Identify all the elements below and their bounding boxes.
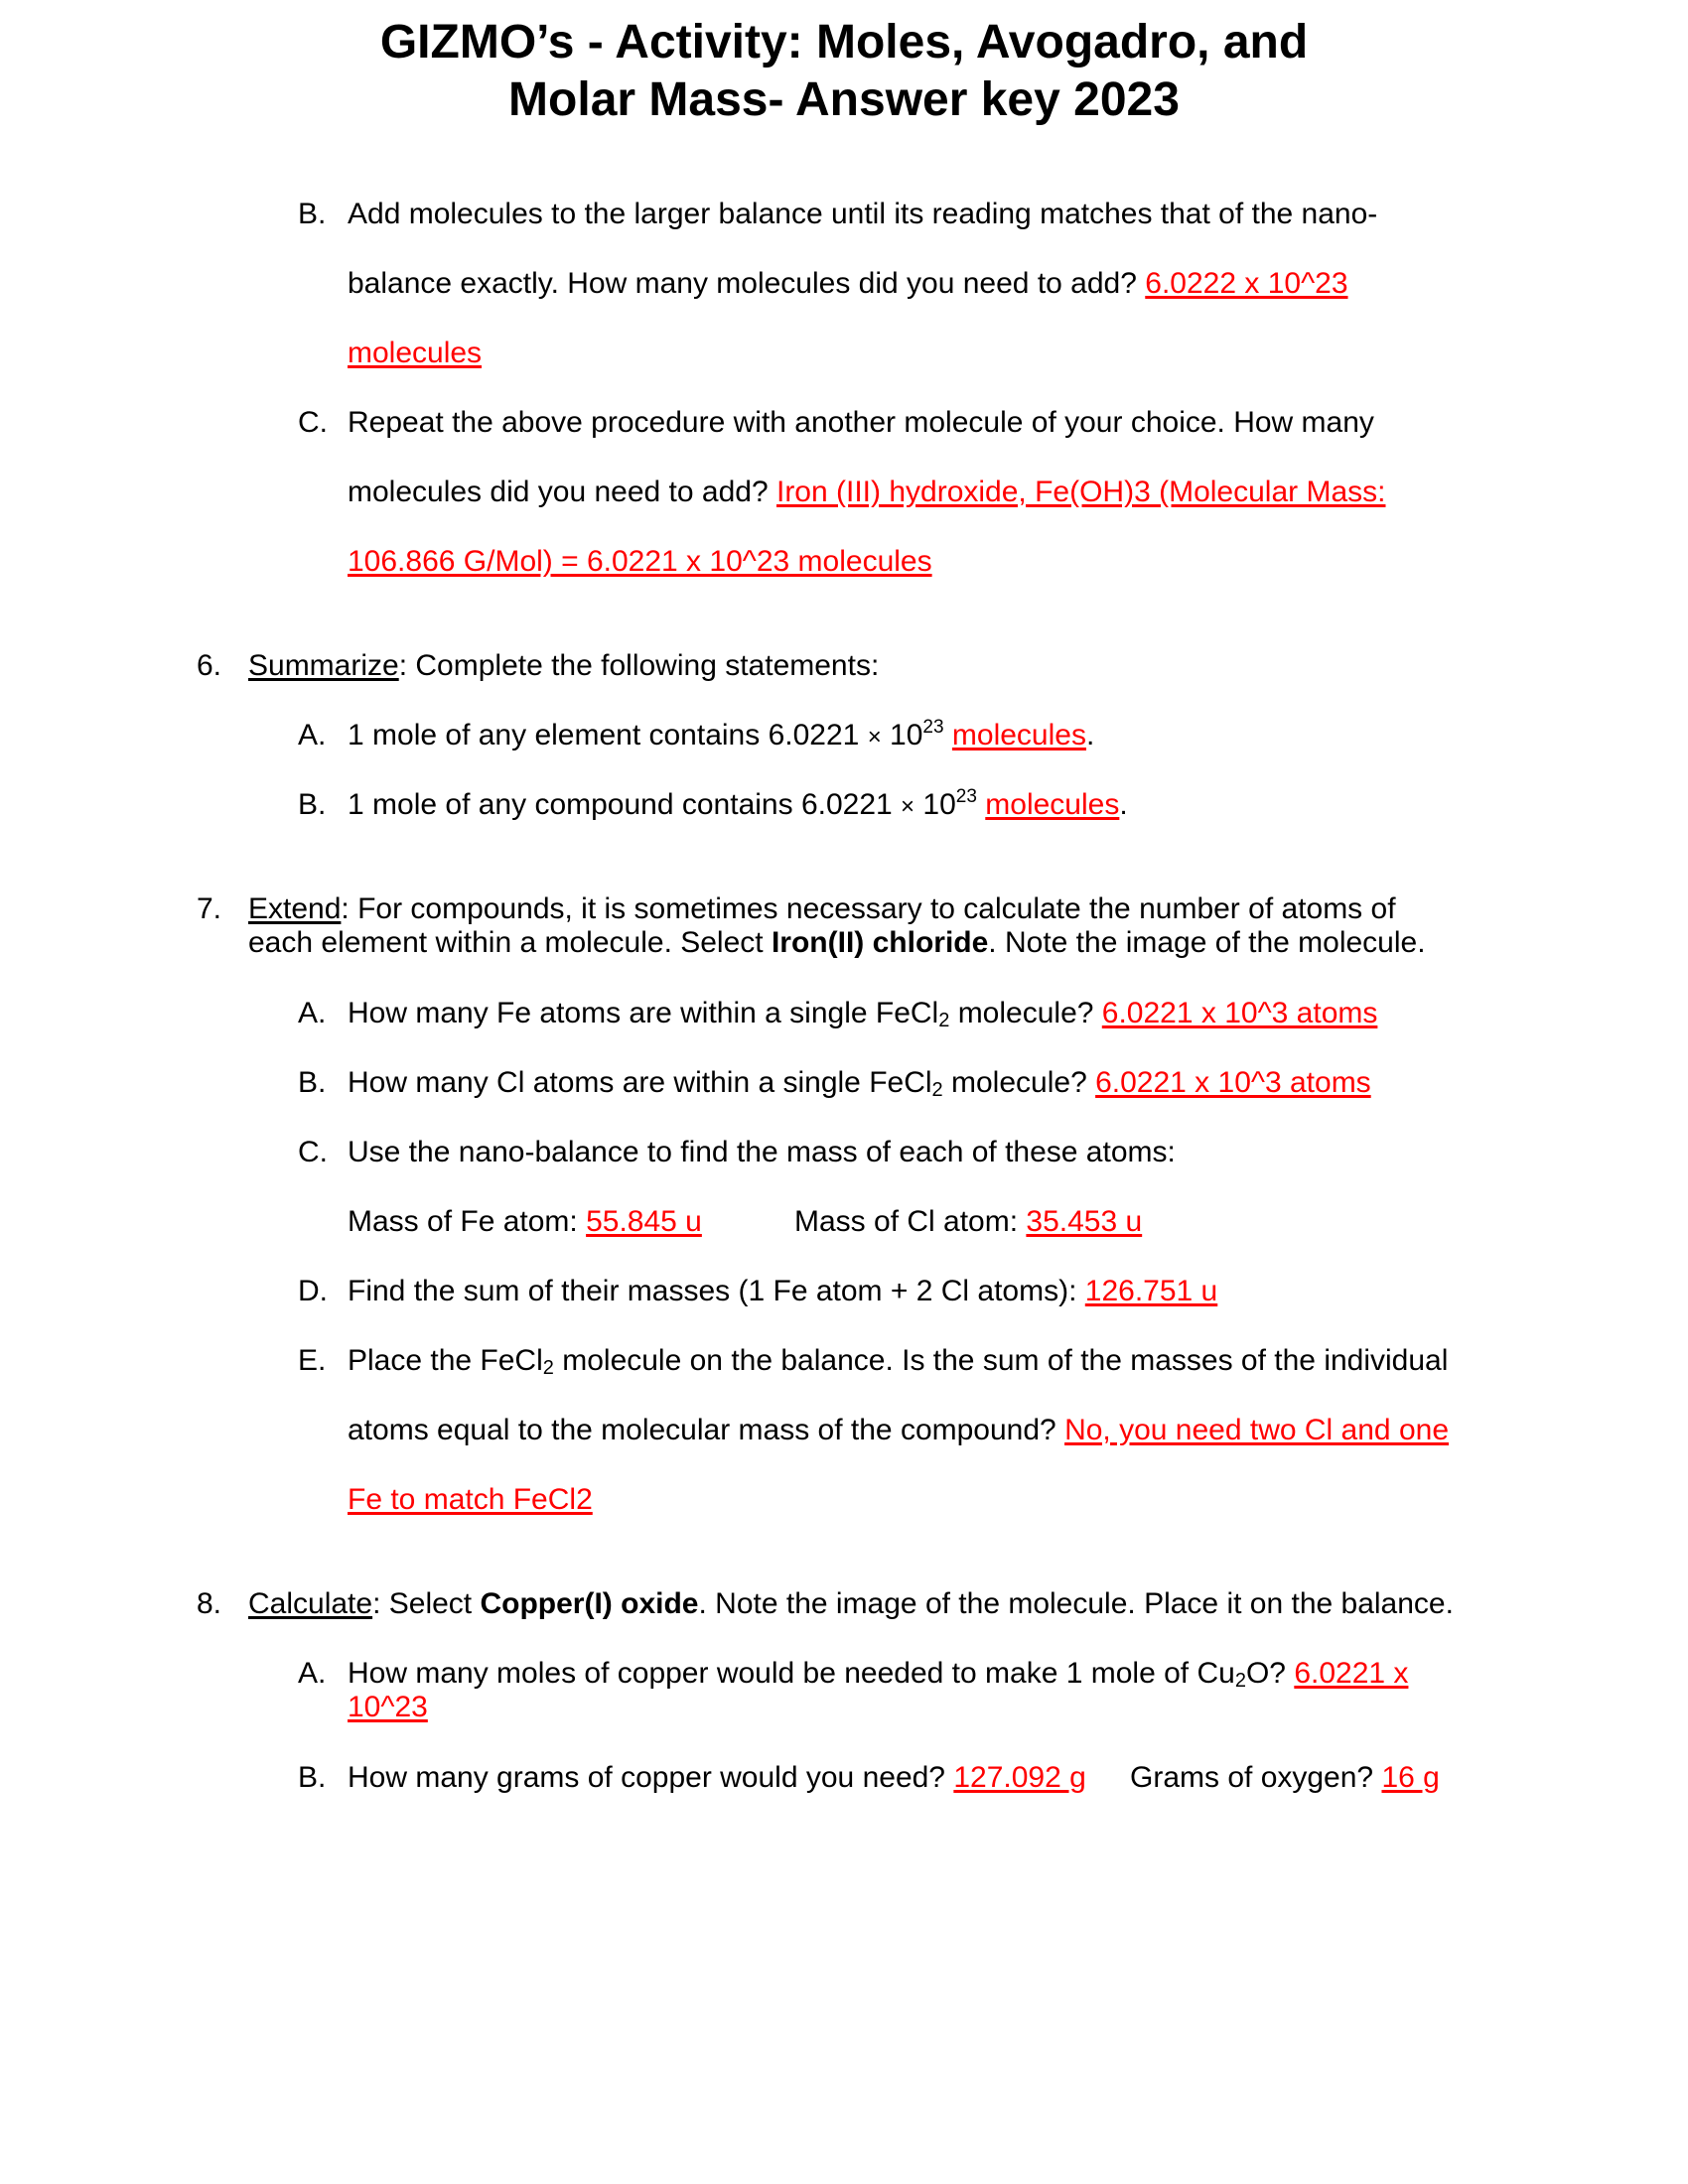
q7e-text-1: Place the FeCl — [348, 1344, 543, 1377]
q7c-fe-answer: 55.845 u — [586, 1205, 702, 1238]
q5c-label: C. — [298, 406, 328, 439]
q7c-cl-answer: 35.453 u — [1026, 1205, 1143, 1238]
q5b-answer: 6.0222 x 10^23 — [1145, 267, 1348, 300]
q6-heading: Summarize — [248, 649, 399, 682]
q6a-label: A. — [298, 719, 327, 751]
q7b-label: B. — [298, 1066, 327, 1099]
q8b-answer-copper: 127.092 g — [953, 1761, 1086, 1794]
q8-line — [248, 1586, 1454, 1622]
q7e-label: E. — [298, 1344, 327, 1377]
title-line-1: GIZMO’s - Activity: Moles, Avogadro, and — [379, 16, 1309, 68]
q7a-answer: 6.0221 x 10^3 atoms — [1101, 997, 1378, 1029]
q7c-label: C. — [298, 1136, 328, 1168]
q7-line-2 — [248, 925, 1426, 961]
q5c-answer: Iron (III) hydroxide, Fe(OH)3 (Molecular Mass: — [775, 476, 1386, 508]
q7a-subscript: 2 — [938, 1010, 950, 1031]
q5b-line-3 — [348, 336, 482, 371]
q7b-line — [348, 1065, 1371, 1101]
q8b-oxygen — [1130, 1760, 1440, 1796]
q7-text-1: : For compounds, it is sometimes necessary to calculate the number of atoms of — [341, 892, 1396, 925]
q8b-label: B. — [298, 1761, 327, 1794]
q7e-line-3 — [348, 1482, 593, 1518]
q7e-subscript: 2 — [542, 1357, 554, 1379]
q6a-times-symbol: × — [867, 724, 882, 751]
q6a-line — [348, 718, 1094, 755]
q7b-answer: 6.0221 x 10^3 atoms — [1095, 1066, 1371, 1099]
q5c-line-1: Repeat the above procedure with another molecule of your choice. How many — [348, 406, 1374, 439]
q7d-text: Find the sum of their masses (1 Fe atom + 2 Cl atoms): — [348, 1275, 1077, 1307]
q7b-text: How many Cl atoms are within a single FeCl — [348, 1066, 932, 1099]
q8a-text: How many moles of copper would be needed to make 1 mole of Cu — [348, 1657, 1235, 1690]
q7d-answer: 126.751 u — [1084, 1275, 1218, 1307]
q6b-exponent: 23 — [955, 786, 977, 807]
q8-selected-compound: Copper(I) oxide — [480, 1587, 699, 1620]
q8a-subscript: 2 — [1234, 1670, 1246, 1692]
q6a-base: 10 — [890, 719, 923, 751]
q5c-answer-continued: 106.866 G/Mol) = 6.0221 x 10^23 molecules — [348, 545, 932, 578]
q8b-answer-oxygen: 16 g — [1381, 1761, 1440, 1794]
q8a-label: A. — [298, 1657, 327, 1690]
q6b-label: B. — [298, 788, 327, 821]
q6a-exponent: 23 — [922, 717, 944, 738]
document-title — [0, 14, 1688, 129]
q7d-line — [348, 1274, 1217, 1309]
q5b-question-text: balance exactly. How many molecules did you need to add? — [348, 267, 1137, 300]
title-line-2: Molar Mass- Answer key 2023 — [508, 73, 1180, 126]
q7e-line-1 — [348, 1343, 1448, 1379]
q6a-text: 1 mole of any element contains 6.0221 — [348, 719, 860, 751]
q8b-text-oxygen: Grams of oxygen? — [1130, 1761, 1374, 1794]
q7-text-2: each element within a molecule. Select — [248, 926, 772, 959]
q6b-text: 1 mole of any compound contains 6.0221 — [348, 788, 893, 821]
q6b-base: 10 — [922, 788, 956, 821]
q6b-answer: molecules — [985, 788, 1120, 821]
q7b-text-end: molecule? — [942, 1066, 1087, 1099]
q7e-answer-continued: Fe to match FeCl2 — [348, 1483, 593, 1516]
q8a-line-2 — [348, 1690, 428, 1725]
q6b-period: . — [1119, 788, 1128, 821]
q6a-answer: molecules — [951, 719, 1086, 751]
q6a-period: . — [1085, 719, 1095, 751]
q7c-fe-mass — [348, 1204, 702, 1240]
q7-number: 7. — [197, 892, 222, 925]
q8b-text: How many grams of copper would you need? — [348, 1761, 945, 1794]
q7c-text: Use the nano-balance to find the mass of each of these atoms: — [348, 1136, 1176, 1168]
q7e-text-2: molecule on the balance. Is the sum of the masses of the individual — [553, 1344, 1449, 1377]
q7c-fe-label: Mass of Fe atom: — [348, 1205, 578, 1238]
q5c-question-text: molecules did you need to add? — [348, 476, 769, 508]
q8-text-1: : Select — [372, 1587, 481, 1620]
q8a-answer-continued: 10^23 — [348, 1691, 428, 1723]
q6b-line — [348, 787, 1128, 825]
q7b-subscript: 2 — [931, 1079, 943, 1101]
q8a-text-end: O? — [1245, 1657, 1286, 1690]
q7a-text-end: molecule? — [949, 997, 1094, 1029]
q8-text-2: . Note the image of the molecule. Place it on the balance. — [698, 1587, 1454, 1620]
q7e-question-text: atoms equal to the molecular mass of the compound? — [348, 1414, 1056, 1446]
q8-number: 8. — [197, 1587, 222, 1620]
q5b-line-1: Add molecules to the larger balance until its reading matches that of the nano- — [348, 198, 1378, 230]
q7d-label: D. — [298, 1275, 328, 1307]
q5b-answer-continued: molecules — [348, 337, 483, 369]
q7e-line-2 — [348, 1413, 1449, 1448]
q7-line-1 — [248, 891, 1396, 927]
q6-text: : Complete the following statements: — [398, 649, 880, 682]
q7-heading: Extend — [248, 892, 342, 925]
q5b-label: B. — [298, 198, 327, 230]
q5c-line-2 — [348, 475, 1385, 510]
q7a-text: How many Fe atoms are within a single FeCl — [348, 997, 939, 1029]
q7a-label: A. — [298, 997, 327, 1029]
q8b-line — [348, 1760, 1086, 1796]
q8a-answer: 6.0221 x — [1294, 1657, 1409, 1690]
q6-heading-line — [248, 648, 879, 684]
q5b-line-2 — [348, 266, 1348, 302]
q7c-cl-label: Mass of Cl atom: — [794, 1205, 1019, 1238]
q8-heading: Calculate — [248, 1587, 373, 1620]
q6b-times-symbol: × — [901, 793, 915, 820]
q7e-answer: No, you need two Cl and one — [1064, 1414, 1450, 1446]
q5c-line-3 — [348, 544, 932, 580]
q7c-cl-mass — [794, 1204, 1142, 1240]
q7-text-3: . Note the image of the molecule. — [988, 926, 1426, 959]
q7-selected-compound: Iron(II) chloride — [771, 926, 989, 959]
q6-number: 6. — [197, 649, 222, 682]
q7a-line — [348, 996, 1377, 1031]
q8a-line-1 — [348, 1656, 1408, 1692]
